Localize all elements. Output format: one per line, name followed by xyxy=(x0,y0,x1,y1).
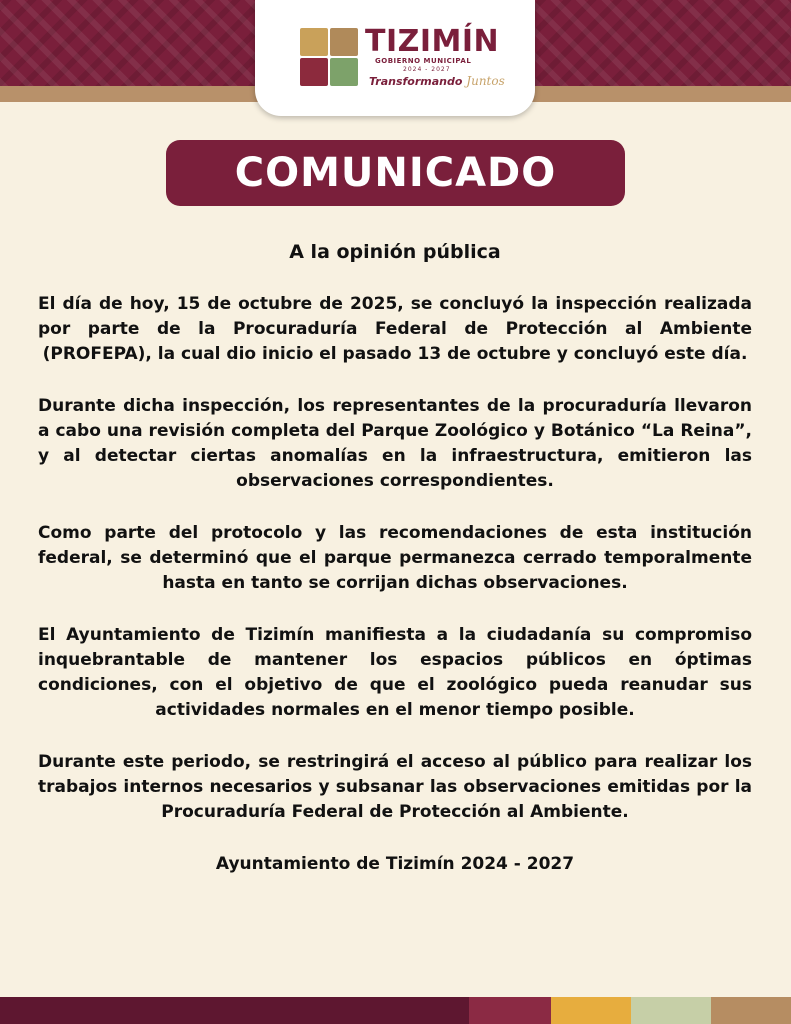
slogan-main: Transformando xyxy=(369,75,463,88)
slogan-script: Juntos xyxy=(466,74,505,88)
brand-slogan xyxy=(369,74,505,88)
paragraph: El día de hoy, 15 de octubre de 2025, se concluyó la inspección realizada por parte de la Procuraduría Federal de Protección al Ambiente (PROFEPA), la cual dio inicio el pasado 13 de octubre y concluyó este día. xyxy=(38,294,752,364)
brand-years: 2024 - 2027 xyxy=(403,66,451,73)
brand-title: TIZIMÍN xyxy=(365,24,500,59)
signature: Ayuntamiento de Tizimín 2024 - 2027 xyxy=(215,854,575,874)
document-body xyxy=(38,240,752,877)
paragraph: Como parte del protocolo y las recomendaciones de esta institución federal, se determinó que el parque permanezca cerrado temporalmente hasta en tanto se corrijan dichas observaciones. xyxy=(38,523,752,593)
document-heading: A la opinión pública xyxy=(289,241,501,263)
comunicado-banner xyxy=(166,140,625,206)
brand-subtitle: GOBIERNO MUNICIPAL xyxy=(375,57,472,65)
footer-color-band xyxy=(0,997,791,1024)
paragraph: Durante dicha inspección, los representantes de la procuraduría llevaron a cabo una revisión completa del Parque Zoológico y Botánico “La Reina”, y al detectar ciertas anomalías en la infraestructura, emitieron las observaciones correspondientes. xyxy=(38,396,752,491)
paragraph: Durante este periodo, se restringirá el acceso al público para realizar los trabajos internos necesarios y subsanar las observaciones emitidas por la Procuraduría Federal de Protección al Ambiente. xyxy=(38,752,752,822)
coat-of-arms-icon xyxy=(300,28,358,86)
paragraph: El Ayuntamiento de Tizimín manifiesta a la ciudadanía su compromiso inquebrantable de mantener los espacios públicos en óptimas condiciones, con el objetivo de que el zoológico pueda reanudar sus actividades normales en el menor tiempo posible. xyxy=(38,625,752,720)
municipal-logo xyxy=(255,0,535,116)
banner-title: COMUNICADO xyxy=(234,150,557,196)
